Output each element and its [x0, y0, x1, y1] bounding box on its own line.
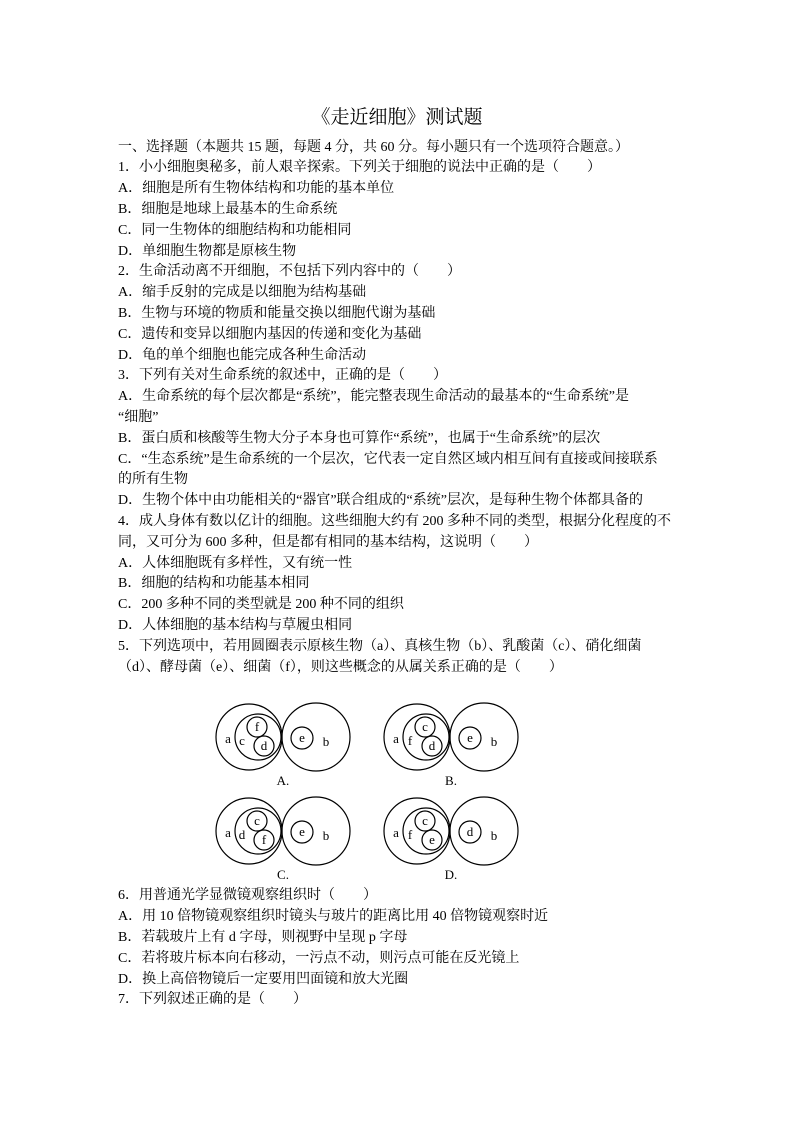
question-3-option-d: D．生物个体中由功能相关的“器官”联合组成的“系统”层次，是每种生物个体都具备的: [118, 493, 643, 509]
question-5-figure: [118, 678, 688, 886]
question-4-option-c: C．200 多种不同的类型就是 200 种不同的组织: [118, 597, 404, 613]
question-2-option-c: C．遗传和变异以细胞内基因的传递和变化为基础: [118, 326, 422, 342]
diagram-a-small-top-label: f: [254, 718, 260, 734]
question-1-option-a: A．细胞是所有生物体结构和功能的基本单位: [118, 181, 395, 197]
question-1-option-d: D．单细胞生物都是原核生物: [118, 243, 297, 259]
diagram-a-outer-label: a: [225, 730, 231, 746]
question-6-option-b: B．若载玻片上有 d 字母，则视野中呈现 p 字母: [118, 929, 408, 945]
diagram-b-small-top-label: c: [422, 718, 428, 734]
diagram-d-small-top-label: c: [422, 812, 428, 828]
option-line: C．“生态系统”是生命系统的一个层次，它代表一定自然区域内相互间有直接或间接联系: [118, 451, 658, 467]
diagram-d-right-inner-label: d: [466, 823, 474, 839]
question-2-option-d: D．龟的单个细胞也能完成各种生命活动: [118, 347, 367, 363]
question-3-option-a: [118, 387, 688, 429]
question-7: [118, 990, 688, 1011]
question-1: [118, 158, 688, 262]
diagram-b-outer-label: a: [393, 730, 399, 746]
diagram-option-c: [213, 793, 353, 885]
diagram-b-caption: B.: [445, 772, 457, 788]
question-4-stem: [118, 512, 688, 554]
exam-content: [118, 138, 688, 1012]
question-4-option-a: A．人体细胞既有多样性，又有统一性: [118, 555, 353, 571]
question-6-option-c: C．若将玻片标本向右移动，一污点不动，则污点可能在反光镜上: [118, 950, 520, 966]
diagram-option-d: [381, 793, 521, 885]
diagram-c-right-outer-circle: [282, 797, 350, 865]
diagram-option-b: [381, 699, 521, 791]
question-6-stem: 6．用普通光学显微镜观察组织时（ ）: [118, 888, 377, 904]
diagram-b-small-bottom-label: d: [428, 737, 436, 753]
stem-line: 同，又可分为 600 多种，但是都有相同的基本结构，这说明（ ）: [118, 534, 538, 550]
stem-line: 4．成人身体有数以亿计的细胞。这些细胞大约有 200 多种不同的类型，根据分化程度的不: [118, 513, 671, 529]
option-line: “细胞”: [118, 409, 159, 425]
diagram-c-right-inner-label: e: [299, 823, 305, 839]
diagram-d-outer-label: a: [393, 824, 399, 840]
question-1-option-b: B．细胞是地球上最基本的生命系统: [118, 201, 338, 217]
diagram-c-small-bottom-label: f: [261, 831, 267, 847]
diagram-d-right-outer-circle: [450, 797, 518, 865]
diagram-d-middle-label: f: [407, 826, 413, 842]
question-5-stem: [118, 637, 688, 679]
diagram-a-right-outer-circle: [282, 703, 350, 771]
diagram-c-right-outer-label: b: [322, 827, 330, 843]
question-1-stem: 1．小小细胞奥秘多，前人艰辛探索。下列关于细胞的说法中正确的是（ ）: [118, 160, 601, 176]
option-line: 的所有生物: [118, 472, 188, 488]
stem-line: 5．下列选项中，若用圆圈表示原核生物（a）、真核生物（b）、乳酸菌（c）、硝化细菌: [118, 638, 642, 654]
diagram-a-right-inner-label: e: [299, 729, 305, 745]
diagram-c-outer-label: a: [225, 824, 231, 840]
diagram-a-small-bottom-label: d: [260, 737, 268, 753]
diagram-a-caption: A.: [276, 772, 290, 788]
question-1-option-c: C．同一生物体的细胞结构和功能相同: [118, 222, 352, 238]
question-2-stem: 2．生命活动离不开细胞，不包括下列内容中的（ ）: [118, 264, 461, 280]
diagram-a-right-outer-label: b: [322, 733, 330, 749]
question-4: [118, 512, 688, 637]
question-3: [118, 366, 688, 512]
option-line: A．生命系统的每个层次都是“系统”，能完整表现生命活动的最基本的“生命系统”是: [118, 389, 629, 405]
section-heading: 一、选择题（本题共 15 题，每题 4 分，共 60 分。每小题只有一个选项符合题意。）: [118, 139, 629, 155]
question-5: [118, 637, 688, 887]
diagram-c-caption: C.: [277, 866, 289, 882]
diagram-c-middle-label: d: [238, 826, 246, 842]
question-6: [118, 886, 688, 990]
diagram-b-middle-label: f: [407, 732, 413, 748]
question-4-option-d: D．人体细胞的基本结构与草履虫相同: [118, 617, 353, 633]
question-2: [118, 262, 688, 366]
question-6-option-a: A．用 10 倍物镜观察组织时镜头与玻片的距离比用 40 倍物镜观察时近: [118, 909, 549, 925]
question-2-option-a: A．缩手反射的完成是以细胞为结构基础: [118, 285, 367, 301]
question-2-option-b: B．生物与环境的物质和能量交换以细胞代谢为基础: [118, 305, 436, 321]
question-4-option-b: B．细胞的结构和功能基本相同: [118, 576, 310, 592]
diagram-d-caption: D.: [444, 866, 458, 882]
question-7-stem: 7．下列叙述正确的是（ ）: [118, 992, 307, 1008]
diagram-a-middle-label: c: [239, 732, 245, 748]
diagram-option-a: [213, 699, 353, 791]
question-3-option-b: B．蛋白质和核酸等生物大分子本身也可算作“系统”，也属于“生命系统”的层次: [118, 430, 601, 446]
question-6-option-d: D．换上高倍物镜后一定要用凹面镜和放大光圈: [118, 971, 409, 987]
diagram-d-right-outer-label: b: [490, 827, 498, 843]
diagram-c-small-top-label: c: [254, 812, 260, 828]
diagram-d-small-bottom-label: e: [429, 831, 435, 847]
diagram-b-right-outer-circle: [450, 703, 518, 771]
question-3-option-c: [118, 450, 688, 492]
question-3-stem: 3．下列有关对生命系统的叙述中，正确的是（ ）: [118, 368, 447, 384]
stem-line: （d）、酵母菌（e）、细菌（f），则这些概念的从属关系正确的是（ ）: [118, 659, 563, 675]
page-title: 《走近细胞》测试题: [311, 107, 483, 128]
diagram-b-right-outer-label: b: [490, 733, 498, 749]
diagram-b-right-inner-label: e: [467, 729, 473, 745]
